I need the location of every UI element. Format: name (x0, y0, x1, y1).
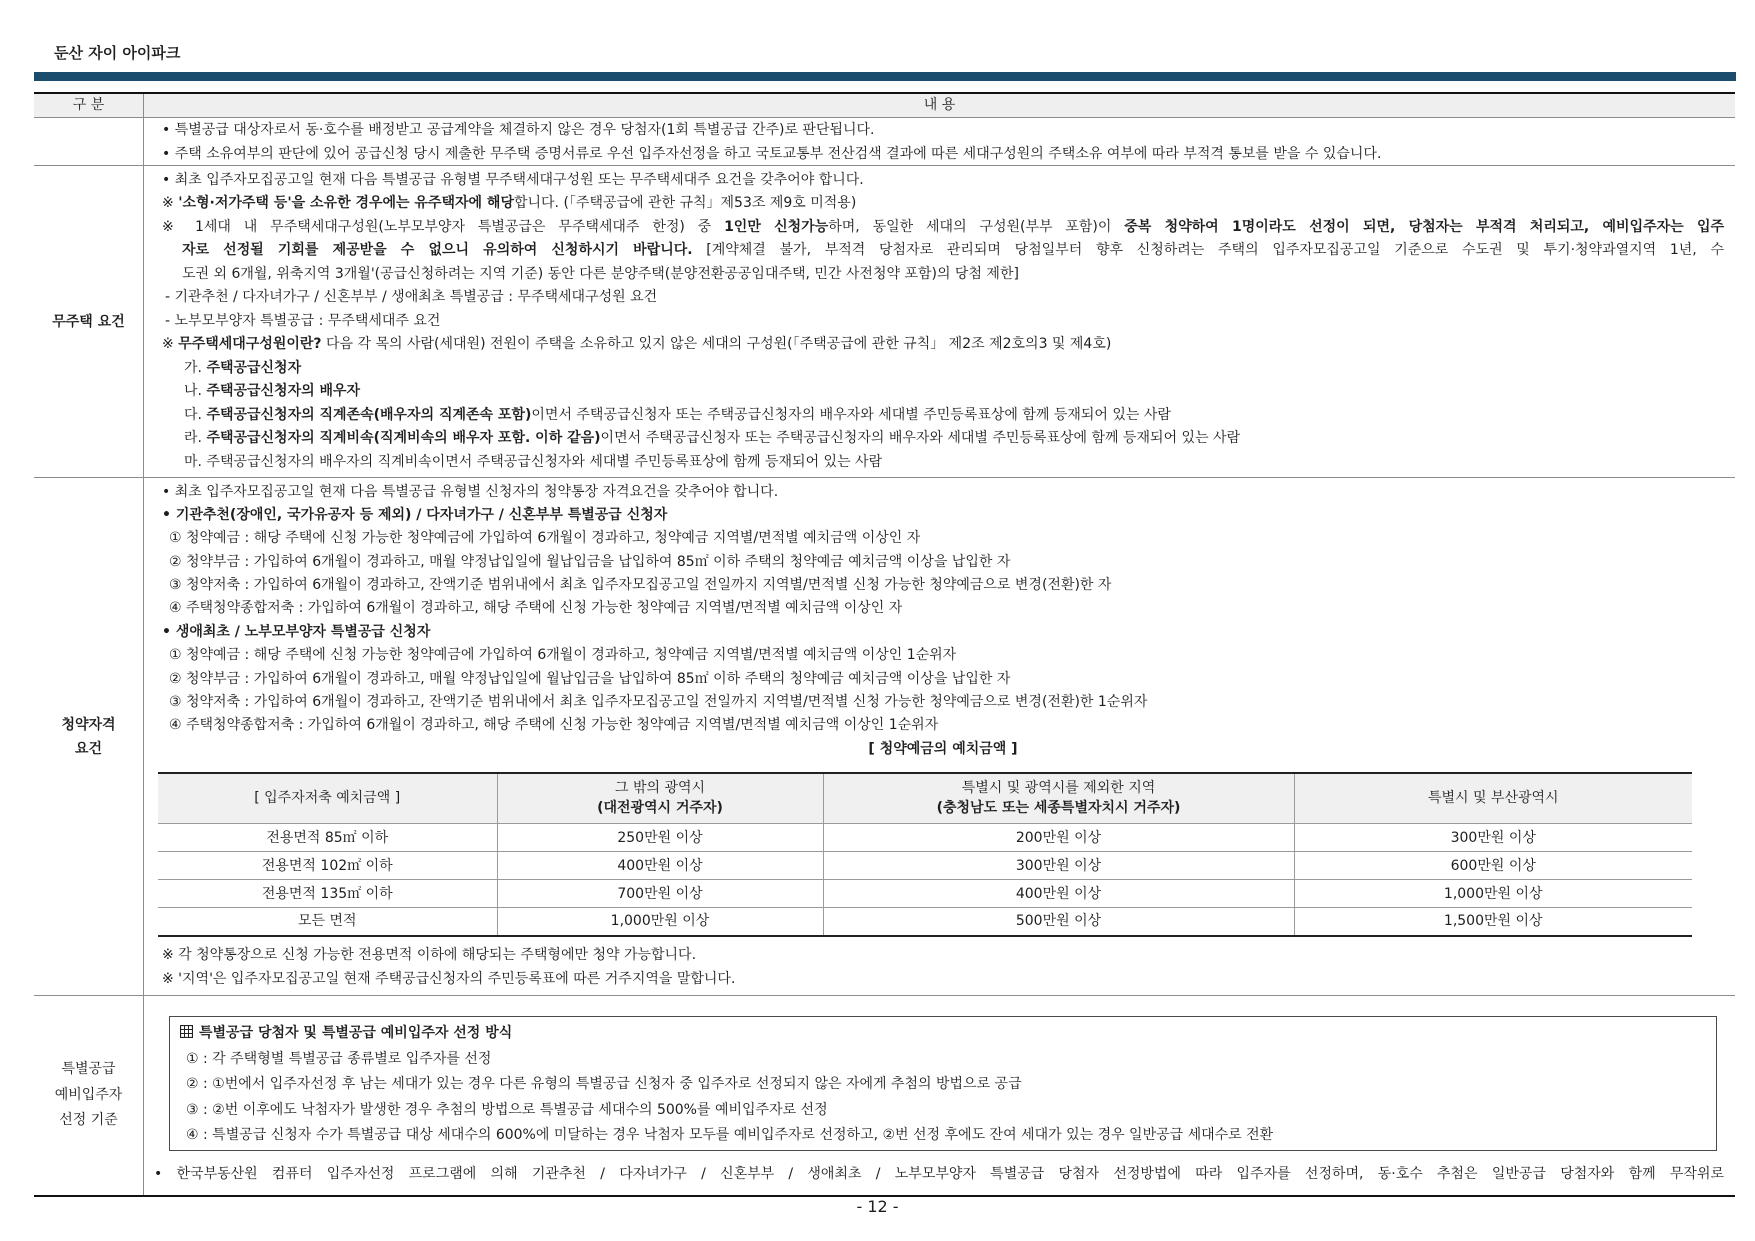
text-line (162, 714, 1724, 737)
row-content (144, 478, 1735, 995)
table-row-reserve-selection (34, 996, 1735, 1195)
text-line (162, 691, 1724, 714)
text-line (154, 1163, 1724, 1187)
text-line (162, 143, 1724, 166)
table-header-row (34, 94, 1735, 118)
text-line (162, 216, 1724, 240)
bold-text-segment: 주택공급신청자의 직계존속(배우자의 직계존속 포함) (206, 406, 532, 423)
selection-method-item: ③ : ②번 이후에도 낙첨자가 발생한 경우 추첨의 방법으로 특별공급 세대수의 500%를 예비입주자로 선정 (186, 1101, 828, 1118)
selection-method-item: ④ : 특별공급 신청자 수가 특별공급 대상 세대수의 600%에 미달하는 경우 낙첨자 모두를 예비입주자로 선정하고, ②번 선정 후에도 잔여 세대가 있는 경우 일반공급 세대수로 전환 (186, 1127, 1274, 1143)
deposit-col-header-sub: (충청남도 또는 세종특별자치시 거주자) (936, 800, 1181, 817)
table-row-continuation (34, 118, 1735, 166)
text-segment: ④ 주택청약종합저축 : 가입하여 6개월이 경과하고, 해당 주택에 신청 가능한 청약예금 지역별/면적별 예치금액 이상인 1순위자 (169, 717, 939, 734)
deposit-cell: 600만원 이상 (1294, 852, 1692, 880)
text-line (162, 427, 1724, 451)
document-title: 둔산 자이 아이파크 (54, 44, 181, 62)
header-color-bar (34, 72, 1736, 81)
deposit-col-header-label: [ 입주자저축 예치금액 ] (254, 790, 401, 807)
deposit-table-row (158, 852, 1692, 880)
bold-text-segment: '소형·저가주택 등'을 소유한 경우에는 유주택자에 해당 (178, 195, 514, 211)
text-segment: ① 청약예금 : 해당 주택에 신청 가능한 청약예금에 가입하여 6개월이 경과하고, 청약예금 지역별/면적별 예치금액 이상인 1순위자 (169, 647, 957, 664)
text-segment: • 한국부동산원 컴퓨터 입주자선정 프로그램에 의해 기관추천 / 다자녀가구 / 신혼부부 / 생애최초 / 노부모부양자 특별공급 당첨자 선정방법에 따라 입주자를 선정하며, 동·호수 추첨은 일반공급 당첨자와 함께 무작위로 (154, 1166, 1724, 1182)
text-segment: 합니다. (「주택공급에 관한 규칙」제53조 제9호 미적용) (513, 195, 857, 211)
deposit-col-header (823, 773, 1294, 824)
text-line (162, 597, 1724, 620)
text-segment: 이면서 주택공급신청자 또는 주택공급신청자의 배우자와 세대별 주민등록표상에 함께 등재되어 있는 사람 (600, 430, 1241, 446)
text-segment: [계약체결 불가, 부적격 당첨자로 관리되며 당첨일부터 향후 신청하려는 주택의 입주자모집공고일 기준으로 수도권 및 투기·청약과열지역 1년, 수 (692, 242, 1724, 258)
selection-method-box (169, 1016, 1717, 1151)
deposit-cell: 400만원 이상 (497, 852, 823, 880)
table-row-no-house-requirement (34, 166, 1735, 478)
deposit-cell: 300만원 이상 (823, 852, 1294, 880)
text-segment: 마. 주택공급신청자의 배우자의 직계비속이면서 주택공급신청자와 세대별 주민등록표상에 함께 등재되어 있는 사람 (184, 453, 883, 470)
note-line: ※ 각 청약통장으로 신청 가능한 전용면적 이하에 해당되는 주택형에만 청약 가능합니다. (162, 947, 697, 964)
row-label-text: 무주택 요건 (52, 313, 125, 330)
deposit-table-row (158, 880, 1692, 908)
bold-text-segment: 중복 청약하여 1명이라도 선정이 되면, 당첨자는 부적격 처리되고, 예비입주자는 입주 (1124, 218, 1724, 235)
deposit-amount-table (158, 772, 1692, 937)
text-segment: 나. (184, 383, 207, 399)
text-segment: - 기관추천 / 다자녀가구 / 신혼부부 / 생애최초 특별공급 : 무주택세대구성원 요건 (165, 289, 658, 305)
bold-text-segment: 주택공급신청자의 배우자 (206, 383, 361, 399)
row-label-reserve-selection (34, 996, 144, 1195)
deposit-cell: 1,000만원 이상 (497, 908, 823, 936)
selection-method-title (180, 1021, 1708, 1047)
text-segment: 가. (184, 359, 207, 376)
text-segment: • 주택 소유여부의 판단에 있어 공급신청 당시 제출한 무주택 증명서류로 우선 입주자선정을 하고 국토교통부 전산검색 결과에 따른 세대구성원의 주택소유 여부에 따라 부적격 통보를 받을 수 있습니다. (162, 145, 1382, 162)
bold-text-segment: 무주택세대구성원이란? (178, 336, 322, 352)
text-line (162, 621, 1724, 644)
deposit-col-header-label: 특별시 및 부산광역시 (1427, 790, 1559, 807)
row-label-no-house-requirement (34, 166, 144, 477)
deposit-col-header (497, 773, 823, 824)
deposit-col-header-sub: (대전광역시 거주자) (597, 800, 723, 817)
text-line (162, 380, 1724, 404)
deposit-cell: 250만원 이상 (497, 824, 823, 852)
deposit-cell: 1,000만원 이상 (1294, 880, 1692, 908)
selection-method-title-text: 특별공급 당첨자 및 특별공급 예비입주자 선정 방식 (199, 1025, 513, 1041)
bold-text-segment: 1인만 신청가능 (724, 218, 829, 235)
text-line (162, 644, 1724, 667)
table-row-subscription-qualification (34, 478, 1735, 996)
text-line (162, 574, 1724, 597)
row-label-text: 청약자격 (61, 716, 116, 733)
deposit-cell: 전용면적 85㎡ 이하 (158, 824, 497, 852)
text-segment: - 노부모부양자 특별공급 : 무주택세대주 요건 (165, 312, 441, 329)
deposit-cell: 전용면적 102㎡ 이하 (158, 852, 497, 880)
text-segment: • 특별공급 대상자로서 동·호수를 배정받고 공급계약을 체결하지 않은 경우 당첨자(1회 특별공급 간주)로 판단됩니다. (162, 122, 875, 138)
row-label-text: 요건 (74, 740, 103, 757)
bold-text-segment: 주택공급신청자의 직계비속(직계비속의 배우자 포함. 이하 같음) (206, 430, 601, 446)
deposit-cell: 500만원 이상 (823, 908, 1294, 936)
text-line (162, 169, 1724, 193)
row-label-empty (34, 118, 144, 165)
bold-text-segment: • 기관추천(장애인, 국가유공자 등 제외) / 다자녀가구 / 신혼부부 특별공급 신청자 (162, 506, 668, 523)
deposit-cell: 1,500만원 이상 (1294, 908, 1692, 936)
note-line: ※ '지역'은 입주자모집공고일 현재 주택공급신청자의 주민등록표에 따른 거주지역을 말합니다. (162, 970, 736, 987)
text-line (162, 451, 1724, 475)
deposit-cell: 모든 면적 (158, 908, 497, 936)
row-label-subscription-qualification (34, 478, 144, 995)
row-content (144, 166, 1735, 477)
header-content: 내 용 (923, 97, 956, 113)
bold-text-segment: 주택공급신청자 (206, 359, 302, 376)
deposit-table-row (158, 824, 1692, 852)
deposit-cell: 400만원 이상 (823, 880, 1294, 908)
selection-method-item: ② : ①번에서 입주자선정 후 남는 세대가 있는 경우 다른 유형의 특별공급 신청자 중 입주자로 선정되지 않은 자에게 추첨의 방법으로 공급 (186, 1076, 1022, 1092)
content-table (34, 92, 1735, 1197)
text-segment: ② 청약부금 : 가입하여 6개월이 경과하고, 매월 약정납입일에 월납입금을 납입하여 85㎡ 이하 주택의 청약예금 예치금액 이상을 납입한 자 (169, 553, 1011, 570)
text-segment: 다음 각 목의 사람(세대원) 전원이 주택을 소유하고 있지 않은 세대의 구성원(「주택공급에 관한 규칙」 제2조 제2호의3 및 제4호) (321, 336, 1112, 352)
page-number: - 12 - (856, 1197, 899, 1216)
deposit-cell: 700만원 이상 (497, 880, 823, 908)
deposit-cell: 전용면적 135㎡ 이하 (158, 880, 497, 908)
text-segment: 이면서 주택공급신청자 또는 주택공급신청자의 배우자와 세대별 주민등록표상에 함께 등재되어 있는 사람 (531, 406, 1171, 423)
row-content (144, 118, 1735, 165)
text-segment: 도권 외 6개월, 위축지역 3개월'(공급신청하려는 지역 기준) 동안 다른 분양주택(분양전환공공임대주택, 민간 사전청약 포함)의 당첨 제한] (182, 265, 1019, 282)
deposit-table-row (158, 908, 1692, 936)
text-segment: ※ (162, 336, 179, 352)
text-segment: • 최초 입주자모집공고일 현재 다음 특별공급 유형별 신청자의 청약통장 자격요건을 갖추어야 합니다. (162, 483, 779, 500)
header-category: 구 분 (34, 94, 144, 117)
text-segment: ④ 주택청약종합저축 : 가입하여 6개월이 경과하고, 해당 주택에 신청 가능한 청약예금 지역별/면적별 예치금액 이상인 자 (169, 600, 903, 617)
text-line (162, 527, 1724, 550)
text-segment: 하며, 동일한 세대의 구성원(부부 포함)이 (828, 218, 1125, 235)
text-line (162, 404, 1724, 428)
deposit-col-header (158, 773, 497, 824)
text-line (162, 192, 1724, 216)
notes (162, 944, 1724, 991)
text-segment: ① 청약예금 : 해당 주택에 신청 가능한 청약예금에 가입하여 6개월이 경과하고, 청약예금 지역별/면적별 예치금액 이상인 자 (169, 530, 921, 547)
text-line (162, 119, 1724, 143)
text-segment: • 최초 입주자모집공고일 현재 다음 특별공급 유형별 무주택세대구성원 또는 무주택세대주 요건을 갖추어야 합니다. (162, 171, 864, 188)
deposit-cell: 200만원 이상 (823, 824, 1294, 852)
deposit-col-header (1294, 773, 1692, 824)
text-line (162, 551, 1724, 574)
text-segment: ② 청약부금 : 가입하여 6개월이 경과하고, 매월 약정납입일에 월납입금을 납입하여 85㎡ 이하 주택의 청약예금 예치금액 이상을 납입한 자 (169, 670, 1011, 687)
text-line (162, 263, 1724, 287)
text-line (162, 239, 1724, 263)
text-line (162, 333, 1724, 357)
row-label-text: 선정 기준 (59, 1112, 118, 1129)
text-line (162, 286, 1724, 310)
row-label-text: 예비입주자 (54, 1086, 123, 1103)
text-line (162, 504, 1724, 527)
text-line (162, 310, 1724, 334)
row-label-text: 특별공급 (61, 1061, 116, 1078)
deposit-cell: 300만원 이상 (1294, 824, 1692, 852)
text-segment: 라. (184, 430, 207, 446)
text-line (162, 357, 1724, 381)
text-line (162, 481, 1724, 504)
deposit-table-header-row (158, 773, 1692, 824)
row-content (144, 996, 1735, 1195)
deposit-table-title: [ 청약예금의 예치금액 ] (868, 740, 1018, 757)
text-segment: 다. (184, 406, 207, 423)
bold-text-segment: • 생애최초 / 노부모부양자 특별공급 신청자 (162, 623, 431, 640)
text-line (162, 668, 1724, 691)
text-segment: ※ 1세대 내 무주택세대구성원(노부모부양자 특별공급은 무주택세대주 한정) 중 (162, 218, 725, 235)
deposit-col-header-label: 특별시 및 광역시를 제외한 지역 (961, 780, 1156, 797)
text-segment: ※ (162, 195, 179, 211)
selection-method-item: ① : 각 주택형별 특별공급 종류별로 입주자를 선정 (186, 1050, 492, 1067)
grid-box-icon (180, 1025, 193, 1038)
deposit-col-header-label: 그 밖의 광역시 (614, 780, 706, 797)
text-segment: ③ 청약저축 : 가입하여 6개월이 경과하고, 잔액기준 범위내에서 최초 입주자모집공고일 전일까지 지역별/면적별 신청 가능한 청약예금으로 변경(전환)한 1순위자 (169, 694, 1148, 711)
bold-text-segment: 자로 선정될 기회를 제공받을 수 없으니 유의하여 신청하시기 바랍니다. (182, 242, 693, 258)
text-segment: ③ 청약저축 : 가입하여 6개월이 경과하고, 잔액기준 범위내에서 최초 입주자모집공고일 전일까지 지역별/면적별 신청 가능한 청약예금으로 변경(전환)한 자 (169, 577, 1112, 594)
